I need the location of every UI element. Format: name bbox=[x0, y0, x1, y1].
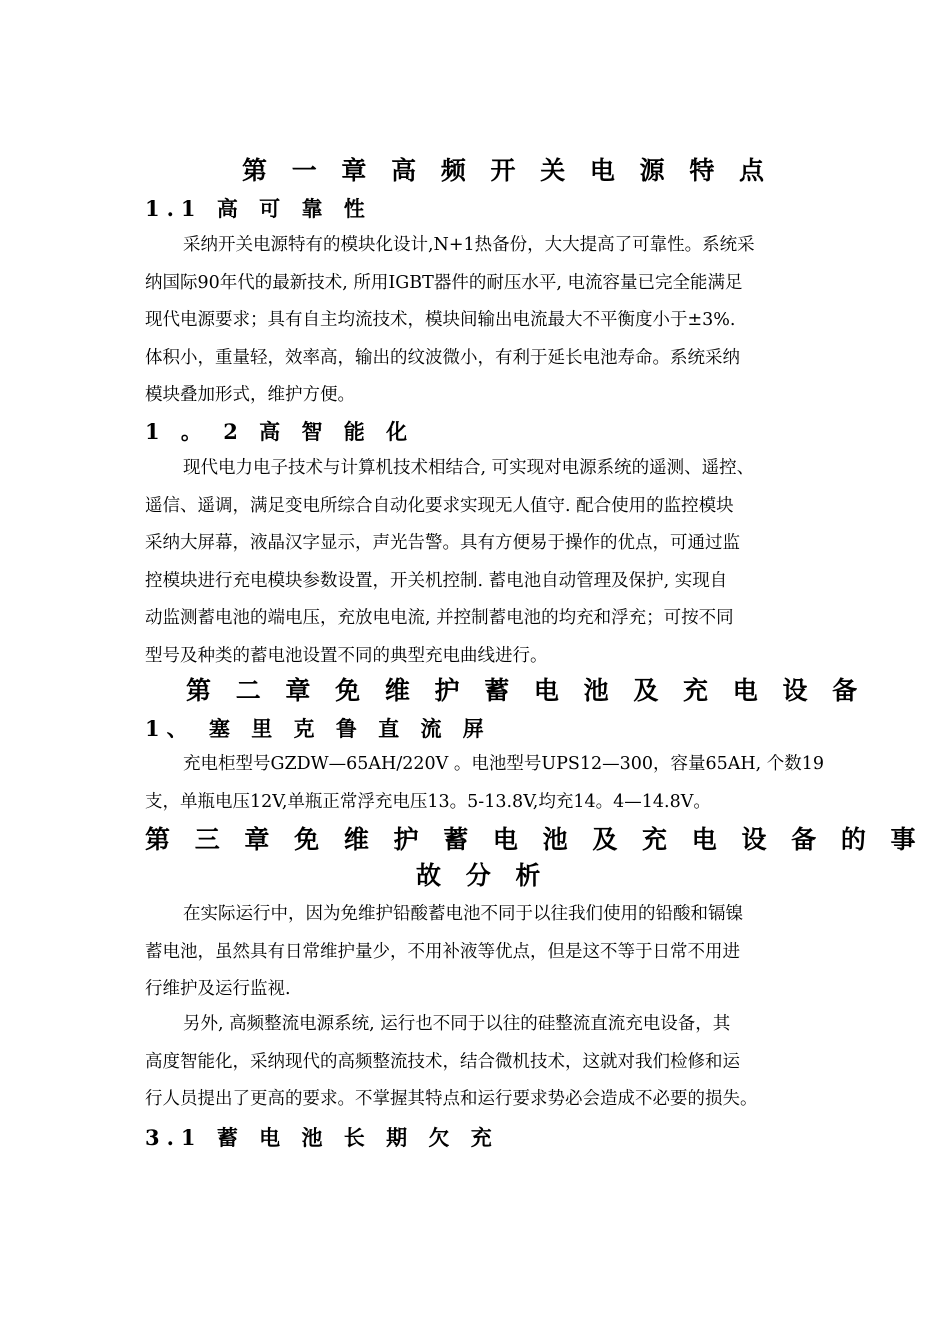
section-1-1-heading: 1.1 高 可 靠 性 bbox=[145, 196, 372, 221]
section-1-2-heading: 1 。 2 高 智 能 化 bbox=[145, 419, 415, 444]
paragraph-line: 采纳开关电源特有的模块化设计,N+1热备份，大大提高了可靠性。系统采 bbox=[183, 235, 755, 255]
paragraph-line: 现代电力电子技术与计算机技术相结合, 可实现对电源系统的遥测、遥控、 bbox=[183, 458, 755, 478]
chapter-3-title-line-1: 第 三 章 免 维 护 蓄 电 池 及 充 电 设 备 的 事 bbox=[145, 825, 924, 854]
paragraph-line: 体积小，重量轻，效率高，输出的纹波微小，有利于延长电池寿命。系统采纳 bbox=[145, 347, 740, 368]
paragraph-line: 纳国际90年代的最新技术, 所用IGBT器件的耐压水平, 电流容量已完全能满足 bbox=[145, 272, 743, 293]
section-3-1-heading: 3.1 蓄 电 池 长 期 欠 充 bbox=[145, 1125, 499, 1150]
paragraph-line: 遥信、遥调，满足变电所综合自动化要求实现无人值守. 配合使用的监控模块 bbox=[145, 495, 734, 516]
paragraph-line: 采纳大屏幕，液晶汉字显示，声光告警。具有方便易于操作的优点，可通过监 bbox=[145, 533, 740, 553]
paragraph-line: 型号及种类的蓄电池设置不同的典型充电曲线进行。 bbox=[145, 645, 548, 666]
chapter-3-paragraph-1 bbox=[145, 896, 825, 1009]
paragraph-line: 现代电源要求；具有自主均流技术，模块间输出电流最大不平衡度小于±3%. bbox=[145, 310, 736, 330]
paragraph-line: 行人员提出了更高的要求。不掌握其特点和运行要求势必会造成不必要的损失。 bbox=[145, 1089, 758, 1109]
paragraph-line: 蓄电池，虽然具有日常维护量少，不用补液等优点，但是这不等于日常不用进 bbox=[145, 941, 740, 962]
paragraph-line: 支，单瓶电压12V,单瓶正常浮充电压13。5-13.8V,均充14。4—14.8V。 bbox=[145, 791, 711, 812]
paragraph-line: 行维护及运行监视. bbox=[145, 979, 291, 999]
section-1-2-paragraph bbox=[145, 450, 825, 675]
chapter-3-paragraph-2 bbox=[145, 1006, 825, 1119]
section-2-1-heading: 1、 塞 里 克 鲁 直 流 屏 bbox=[145, 716, 491, 741]
section-2-1-paragraph bbox=[145, 746, 825, 821]
paragraph-line: 控模块进行充电模块参数设置，开关机控制. 蓄电池自动管理及保护, 实现自 bbox=[145, 570, 728, 591]
paragraph-line: 另外, 高频整流电源系统, 运行也不同于以往的硅整流直流充电设备，其 bbox=[183, 1014, 731, 1034]
chapter-3-title-line-2: 故 分 析 bbox=[416, 861, 549, 890]
paragraph-line: 充电柜型号GZDW—65AH/220V 。电池型号UPS12—300，容量65AH, 个数19 bbox=[183, 754, 825, 774]
paragraph-line: 在实际运行中，因为免维护铅酸蓄电池不同于以往我们使用的铅酸和镉镍 bbox=[183, 904, 743, 924]
chapter-2-title: 第 二 章 免 维 护 蓄 电 池 及 充 电 设 备 bbox=[186, 676, 866, 705]
paragraph-line: 模块叠加形式，维护方便。 bbox=[145, 385, 355, 405]
paragraph-line: 高度智能化，采纳现代的高频整流技术，结合微机技术，这就对我们检修和运 bbox=[145, 1051, 740, 1072]
section-1-1-paragraph bbox=[145, 227, 825, 415]
chapter-1-title: 第 一 章 高 频 开 关 电 源 特 点 bbox=[242, 156, 773, 185]
paragraph-line: 动监测蓄电池的端电压，充放电电流, 并控制蓄电池的均充和浮充；可按不同 bbox=[145, 608, 734, 628]
